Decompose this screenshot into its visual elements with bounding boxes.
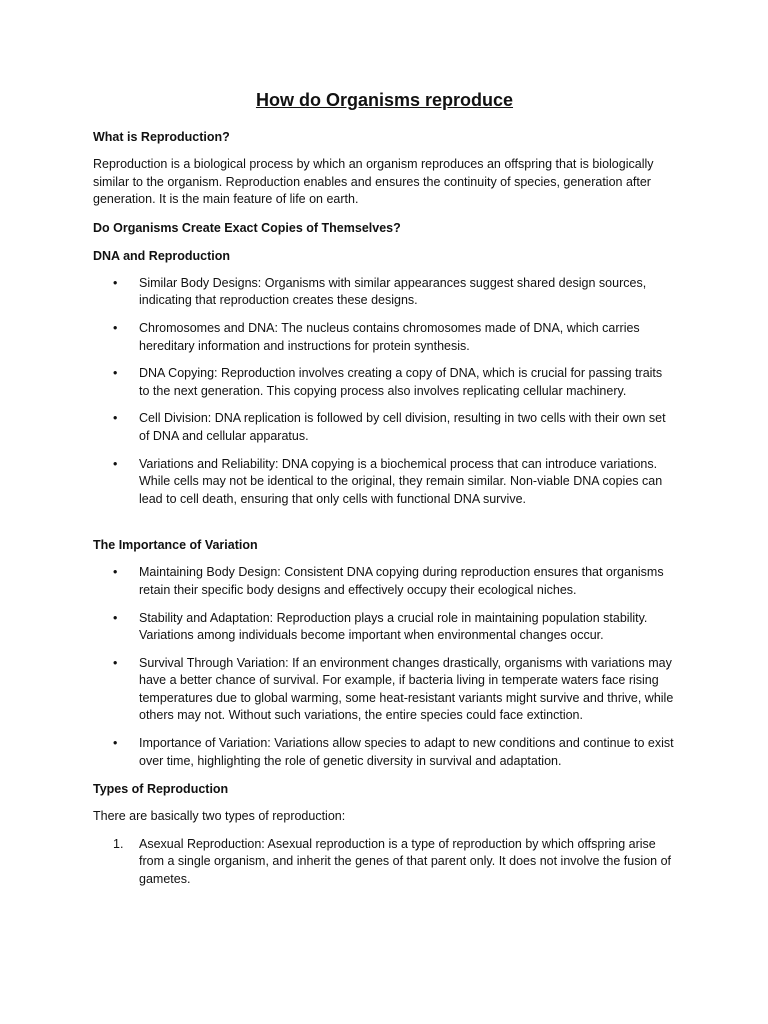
- dna-list: [93, 275, 676, 509]
- list-item: [93, 610, 676, 645]
- list-item-text: Stability and Adaptation: Reproduction plays a crucial role in maintaining population stability. Variations among individuals become important when environmental changes occur.: [139, 610, 648, 643]
- bullet-icon: •: [113, 366, 118, 381]
- list-item-text: Survival Through Variation: If an environment changes drastically, organisms with variations may have a better chance of survival. For example, if bacteria living in temperate waters face rising temperatures due to global warming, some heat-resistant variants might survive and thrive, while others may not. Without such variations, the entire species could face extinction.: [139, 655, 674, 723]
- bullet-icon: •: [113, 736, 118, 751]
- list-number: 1.: [113, 836, 124, 851]
- list-item: [93, 735, 676, 770]
- bullet-icon: •: [113, 655, 118, 670]
- list-item-text: Chromosomes and DNA: The nucleus contains chromosomes made of DNA, which carries hereditary information and instructions for protein synthesis.: [139, 320, 640, 353]
- list-item-text: DNA Copying: Reproduction involves creating a copy of DNA, which is crucial for passing traits to the next generation. This copying process also involves replicating cellular machinery.: [139, 366, 663, 398]
- list-item-text: Variations and Reliability: DNA copying is a biochemical process that can introduce variations. While cells may not be identical to the original, they remain similar. Non-viable DNA copies can lead to cell death, ensuring that only cells with functional DNA survive.: [139, 456, 663, 506]
- bullet-icon: •: [113, 456, 118, 471]
- section-heading-what: What is Reproduction?: [93, 130, 230, 144]
- bullet-icon: •: [113, 565, 118, 580]
- page-title: How do Organisms reproduce: [255, 90, 514, 110]
- list-item-text: Asexual Reproduction: Asexual reproduction is a type of reproduction by which offspring arise from a single organism, and inherit the genes of that parent only. It does not involve the fusion of gametes.: [139, 836, 672, 887]
- types-list: [93, 836, 676, 889]
- list-item: [93, 564, 676, 599]
- list-item: [93, 456, 676, 509]
- list-item-text: Importance of Variation: Variations allow species to adapt to new conditions and continue to exist over time, highlighting the role of genetic diversity in survival and adaptation.: [139, 736, 674, 768]
- list-item: [93, 365, 676, 400]
- section-heading-copies: Do Organisms Create Exact Copies of Themselves?: [93, 220, 401, 235]
- list-item-text: Similar Body Designs: Organisms with similar appearances suggest shared design sources, indicating that reproduction creates these designs.: [139, 275, 647, 308]
- spacer: [93, 518, 676, 536]
- list-item: [93, 655, 676, 725]
- bullet-icon: •: [113, 411, 118, 426]
- section-heading-variation: The Importance of Variation: [93, 538, 258, 553]
- list-item: [93, 320, 676, 355]
- list-item: [93, 410, 676, 445]
- list-item: [93, 275, 676, 310]
- paragraph-types: There are basically two types of reproduction:: [93, 809, 346, 824]
- bullet-icon: •: [113, 610, 118, 625]
- bullet-icon: •: [113, 275, 118, 290]
- bullet-icon: •: [113, 320, 118, 335]
- section-heading-types: Types of Reproduction: [93, 782, 229, 797]
- variation-list: [93, 564, 676, 770]
- paragraph-what: Reproduction is a biological process by which an organism reproduces an offspring that is biologically similar to the organism. Reproduction enables and ensures the continuity of species, generation after generation. It is the main feature of life on earth.: [93, 157, 654, 207]
- section-heading-dna: DNA and Reproduction: [93, 248, 231, 263]
- list-item-text: Cell Division: DNA replication is followed by cell division, resulting in two cells with their own set of DNA and cellular apparatus.: [139, 411, 666, 443]
- list-item-text: Maintaining Body Design: Consistent DNA copying during reproduction ensures that organisms retain their specific body designs and effectively occupy their ecological niches.: [139, 565, 664, 597]
- list-item: [93, 836, 676, 889]
